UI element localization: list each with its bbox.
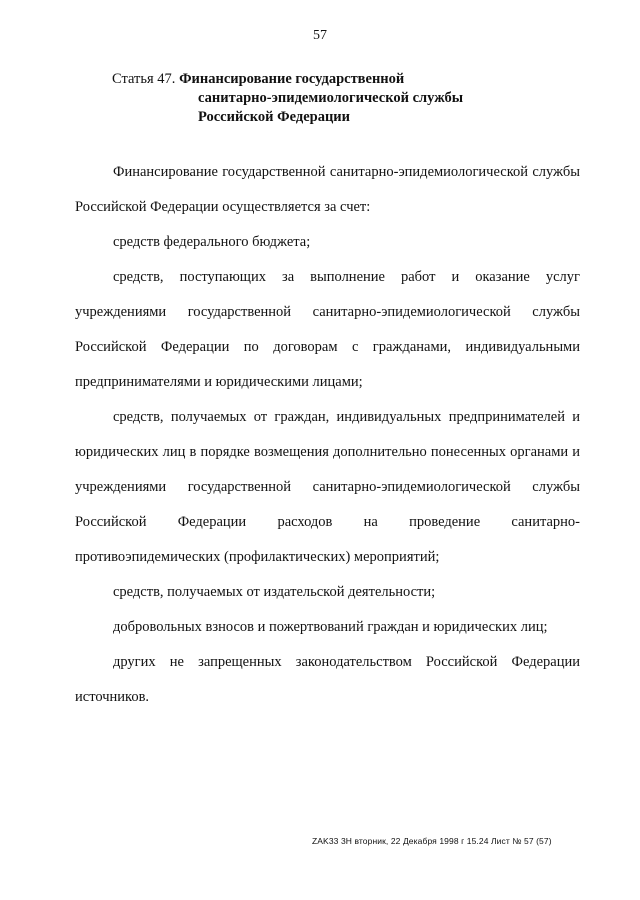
article-label: Статья 47. xyxy=(112,71,176,87)
paragraph-federal-budget: средств федерального бюджета; xyxy=(113,234,311,250)
article-title-line-2: санитарно-эпидемиологической службы xyxy=(198,90,464,106)
paragraph-reimbursement: средств, получаемых от граждан, индивидуальных предпринимателей и юридических лиц в порядке возмещения дополнительно понесенных органами и учреждениями государственной санитарно-эпидемиологической службы Российской Федерации расходов на проведение санитарно-противоэпидемических (профилактических) мероприятий; xyxy=(75,409,580,565)
paragraph-donations: добровольных взносов и пожертвований граждан и юридических лиц; xyxy=(113,619,548,635)
article-title-line-3: Российской Федерации xyxy=(198,109,351,125)
article-heading xyxy=(112,70,463,127)
paragraph-services-income: средств, поступающих за выполнение работ и оказание услуг учреждениями государственной санитарно-эпидемиологической службы Российской Федерации по договорам с гражданами, индивидуальными предпринимателями и юридическими лицами; xyxy=(75,269,580,390)
paragraph-intro: Финансирование государственной санитарно-эпидемиологической службы Российской Федерации осуществляется за счет: xyxy=(75,164,580,215)
article-body xyxy=(75,155,580,715)
paragraph-publishing: средств, получаемых от издательской деятельности; xyxy=(113,584,436,600)
page-footer: ZAK33 3H вторник, 22 Декабря 1998 г 15.24 Лист № 57 (57) xyxy=(312,836,552,846)
page-number: 57 xyxy=(313,28,327,43)
paragraph-other-sources: других не запрещенных законодательством Российской Федерации источников. xyxy=(75,654,580,705)
article-title-line-1: Финансирование государственной xyxy=(179,71,405,87)
